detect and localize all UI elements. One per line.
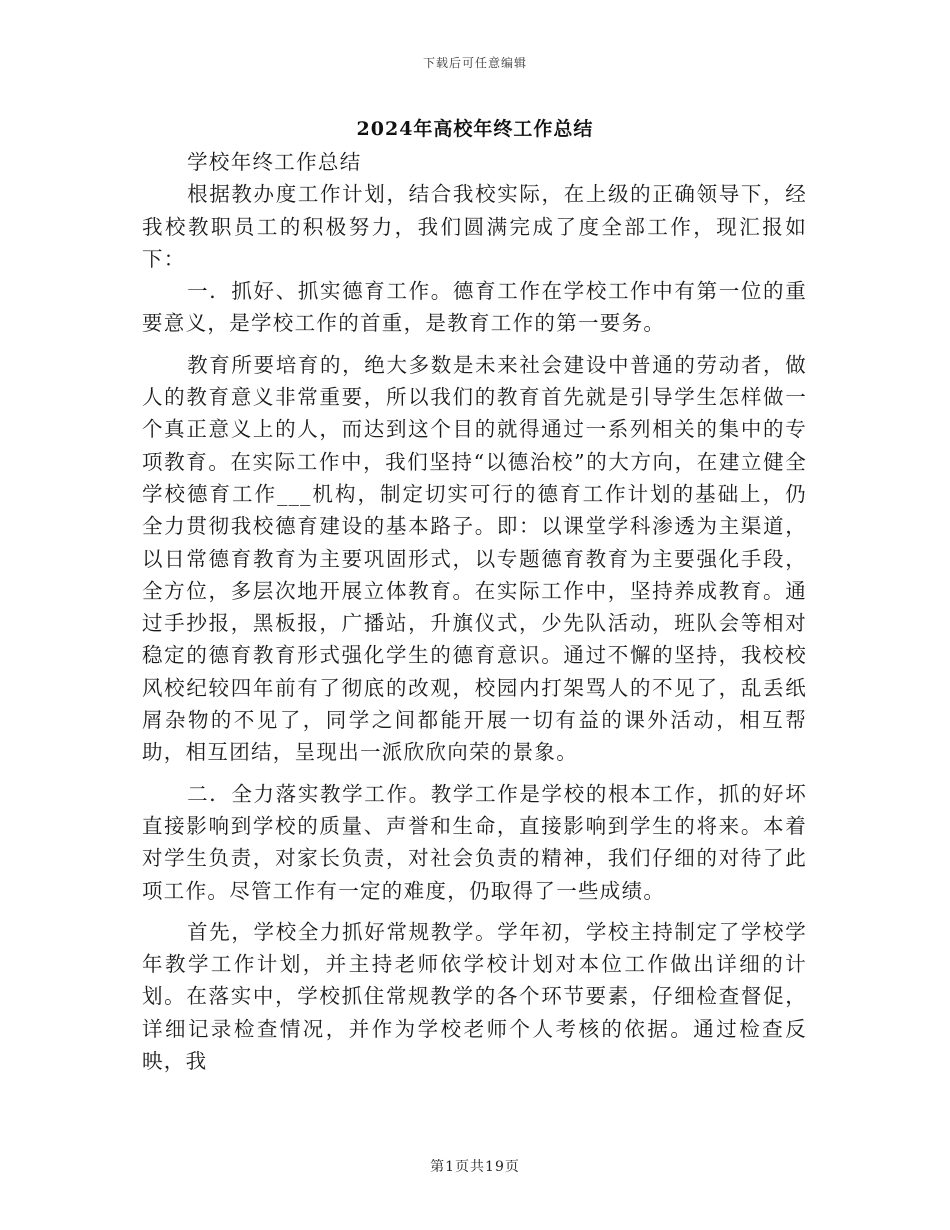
paragraph-subtitle: 学校年终工作总结 bbox=[187, 150, 362, 174]
document-body bbox=[142, 146, 807, 1077]
paragraph: 教育所要培育的，绝大多数是未来社会建设中普通的劳动者，做人的教育意义非常重要，所以我们的教育首先就是引导学生怎样做一个真正意义上的人，而达到这个目的就得通过一系列相关的集中的专项教育。在实际工作中，我们坚持“以德治校”的大方向，在建立健全学校德育工作___机构，制定切实可行的德育工作计划的基础上，仍全力贯彻我校德育建设的基本路子。即：以课堂学科渗透为主渠道，以日常德育教育为主要巩固形式，以专题德育教育为主要强化手段，全方位，多层次地开展立体教育。在实际工作中，坚持养成教育。通过手抄报，黑板报，广播站，升旗仪式，少先队活动，班队会等相对稳定的德育教育形式强化学生的德育意识。通过不懈的坚持，我校校风校纪较四年前有了彻底的改观，校园内打架骂人的不见了，乱丢纸屑杂物的不见了，同学之间都能开展一切有益的课外活动，相互帮助，相互团结，呈现出一派欣欣向荣的景象。 bbox=[142, 352, 807, 765]
document-title: 2024年高校年终工作总结 bbox=[356, 118, 594, 140]
paragraph: 首先，学校全力抓好常规教学。学年初，学校主持制定了学校学年教学工作计划，并主持老师依学校计划对本位工作做出详细的计划。在落实中，学校抓住常规教学的各个环节要素，仔细检查督促，详细记录检查情况，并作为学校老师个人考核的依据。通过检查反映，我 bbox=[142, 919, 807, 1074]
paragraph: 一．抓好、抓实德育工作。德育工作在学校工作中有第一位的重要意义，是学校工作的首重，是教育工作的第一要务。 bbox=[142, 279, 807, 336]
header-note: 下载后可任意编辑 bbox=[422, 56, 527, 70]
paragraph: 二．全力落实教学工作。教学工作是学校的根本工作，抓的好坏直接影响到学校的质量、声誉和生命，直接影响到学生的将来。本着对学生负责，对家长负责，对社会负责的精神，我们仔细的对待了此项工作。尽管工作有一定的难度，仍取得了一些成绩。 bbox=[142, 781, 807, 903]
paragraph: 根据教办度工作计划，结合我校实际，在上级的正确领导下，经我校教职员工的积极努力，我们圆满完成了度全部工作，现汇报如下： bbox=[142, 182, 807, 271]
page-number: 第1页共19页 bbox=[430, 1159, 520, 1175]
